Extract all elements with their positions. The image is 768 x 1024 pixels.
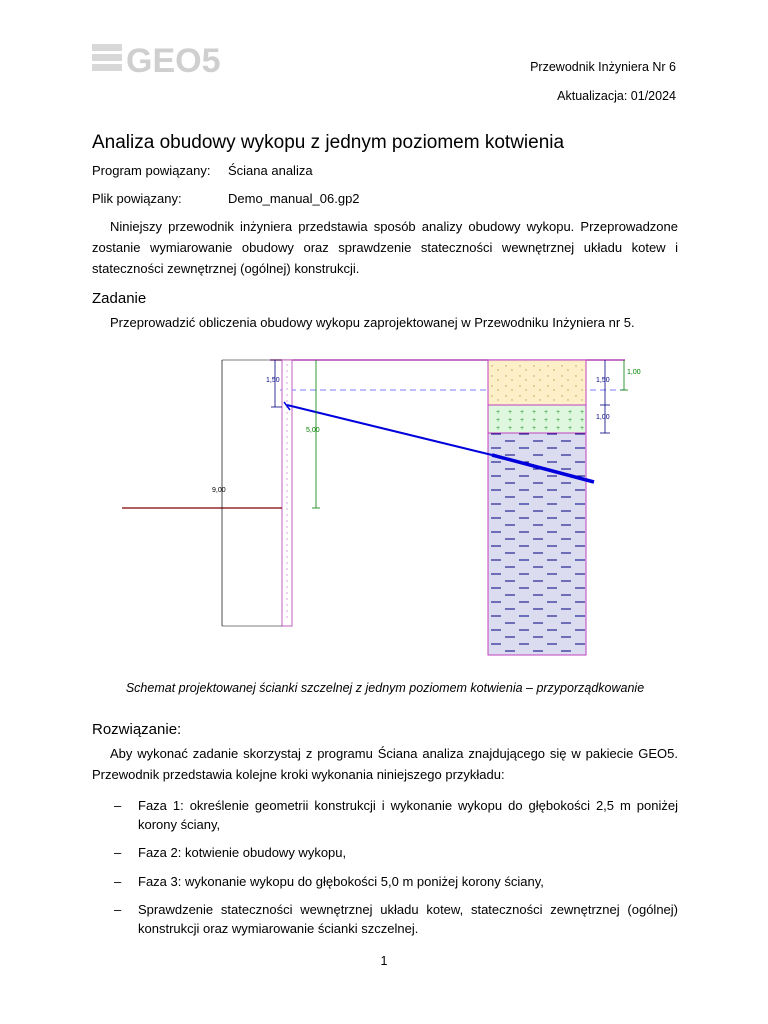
geo5-logo [92,38,232,78]
figure-caption: Schemat projektowanej ścianki szczelnej z jednym poziomem kotwienia – przyporządkowanie [125,681,645,695]
file-value: Demo_manual_06.gp2 [228,191,360,206]
anchor-depth-label: 5,00 [306,427,320,434]
wall-scheme-figure [110,352,650,667]
update-date: Aktualizacja: 01/2024 [557,89,676,103]
guide-number: Przewodnik Inżyniera Nr 6 [530,60,676,74]
intro-paragraph: Niniejszy przewodnik inżyniera przedstawia sposób analizy obudowy wykopu. Przeprowadzone zostanie wymiarowanie obudowy oraz sprawdzenie stateczności wewnętrznej układu kotew i stateczności zewnętrznej (ogólnej) konstrukcji. [92,219,678,276]
solution-text: Aby wykonać zadanie skorzystaj z programu Ściana analiza znajdującego się w pakiecie GEO5. Przewodnik przedstawia kolejne kroki wykonania niniejszego przykładu: [92,746,678,782]
file-label: Plik powiązany: [92,191,182,206]
program-value: Ściana analiza [228,163,313,178]
layer2-dim-label: 1,00 [596,414,610,421]
wall-height-label: 9,00 [212,487,226,494]
layer1-dim-label: 1,50 [596,377,610,384]
list-item: – Faza 3: wykonanie wykopu do głębokości 5,0 m poniżej korony ściany, [114,874,544,889]
solution-heading: Rozwiązanie: [92,721,182,738]
list-item: – Faza 1: określenie geometrii konstrukcji i wykonanie wykopu do głębokości 2,5 m poniżej korony ściany, [114,798,678,832]
program-label: Program powiązany: [92,163,211,178]
wall-top-dim-label: 1,50 [266,377,280,384]
water-dim-label: 1,00 [627,369,641,376]
page-number: 1 [380,954,388,968]
soil-layer-sand [488,360,586,405]
page-title: Analiza obudowy wykopu z jednym poziomem kotwienia [92,132,565,153]
list-item: – Faza 2: kotwienie obudowy wykopu, [114,845,347,860]
task-text: Przeprowadzić obliczenia obudowy wykopu zaprojektowanej w Przewodniku Inżyniera nr 5. [110,315,635,330]
logo-text: GEO5 [126,42,221,78]
list-item: – Sprawdzenie stateczności wewnętrznej układu kotew, stateczności zewnętrznej (ogólnej) konstrukcji oraz wymiarowanie ścianki szczelnej. [114,902,678,936]
soil-layer-gravel [488,405,586,433]
task-heading: Zadanie [92,290,147,307]
